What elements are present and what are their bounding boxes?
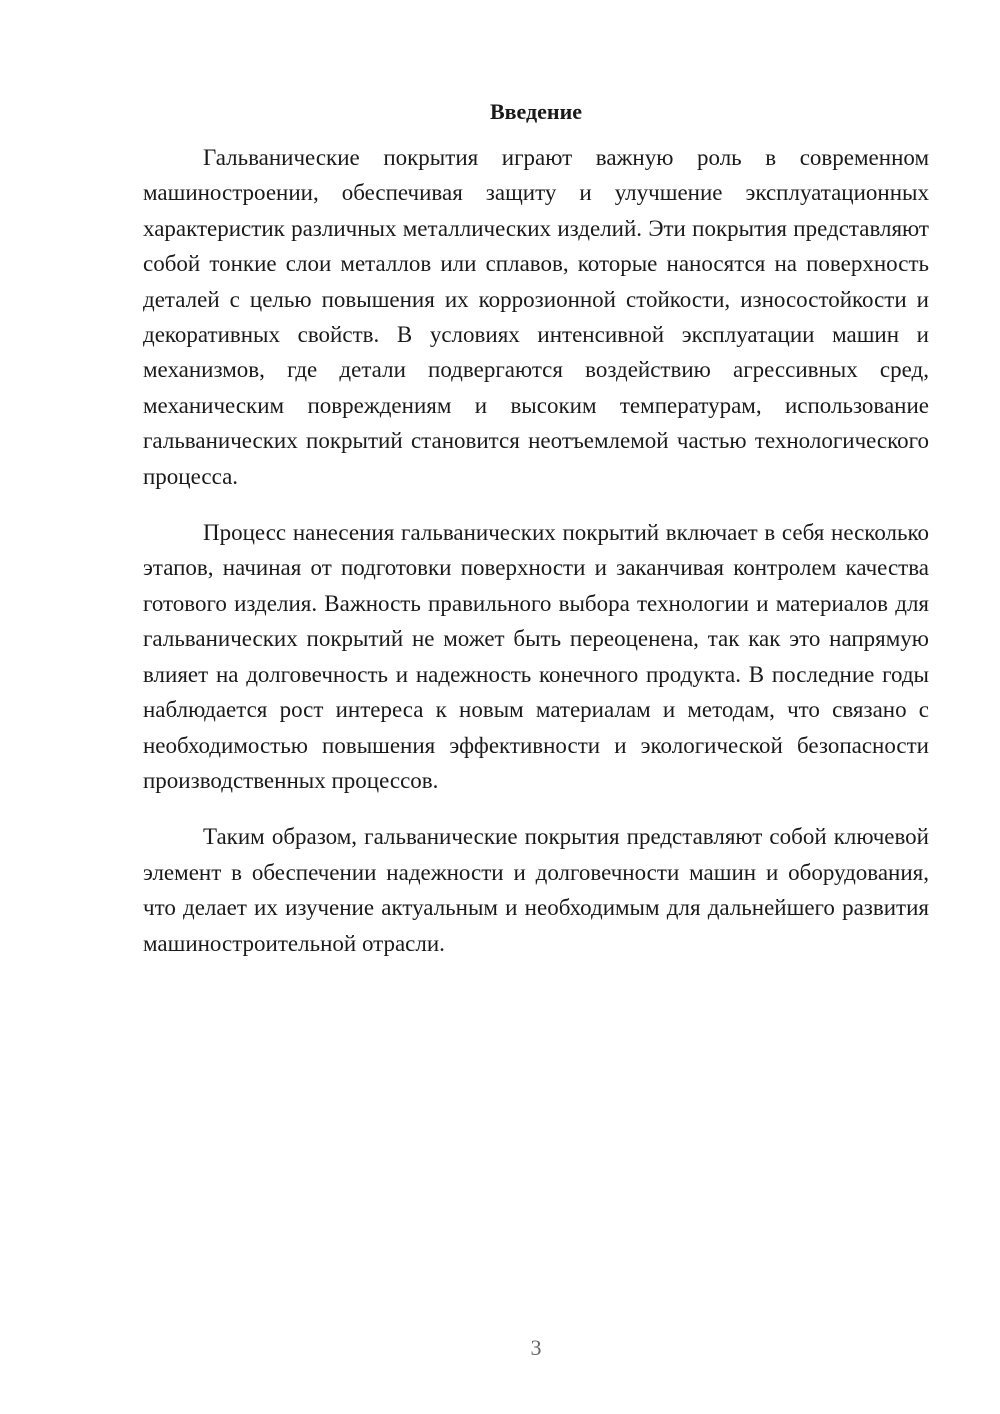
paragraph-2: Процесс нанесения гальванических покрытий включает в себя несколько этапов, начиная от подготовки поверхности и заканчивая контролем качества готового изделия. Важность правильного выбора технологии и материалов для гальванических покрытий не может быть переоценена, так как это напрямую влияет на долговечность и надежность конечного продукта. В последние годы наблюдается рост интереса к новым материалам и методам, что связано с необходимостью повышения эффективности и экологической безопасности производственных процессов. <box>143 520 929 793</box>
section-heading: Введение <box>489 99 583 124</box>
paragraph-3: Таким образом, гальванические покрытия представляют собой ключевой элемент в обеспечении надежности и долговечности машин и оборудования, что делает их изучение актуальным и необходимым для дальнейшего развития машиностроительной отрасли. <box>143 824 929 956</box>
paragraph-1: Гальванические покрытия играют важную роль в современном машиностроении, обеспечивая защиту и улучшение эксплуатационных характеристик различных металлических изделий. Эти покрытия представляют собой тонкие слои металлов или сплавов, которые наносятся на поверхность деталей с целью повышения их коррозионной стойкости, износостойкости и декоративных свойств. В условиях интенсивной эксплуатации машин и механизмов, где детали подвергаются воздействию агрессивных сред, механическим повреждениям и высоким температурам, использование гальванических покрытий становится неотъемлемой частью технологического процесса. <box>143 145 929 489</box>
body-text <box>143 140 929 961</box>
page-number: 3 <box>530 1335 542 1360</box>
